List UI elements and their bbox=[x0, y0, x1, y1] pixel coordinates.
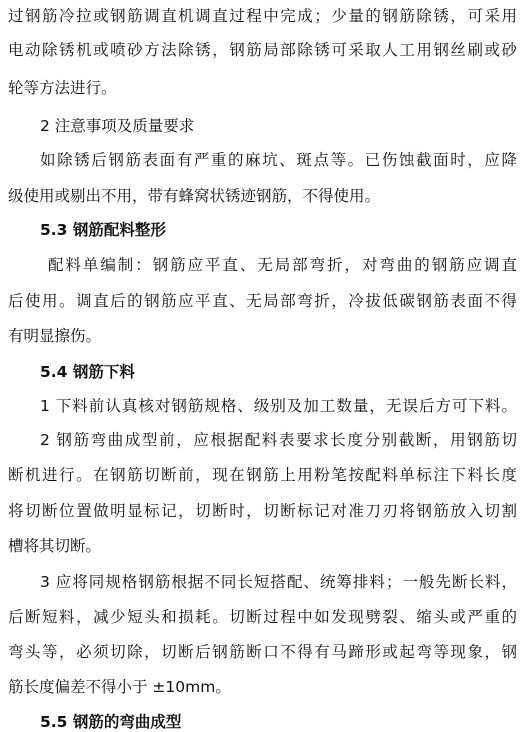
paragraph-line: 1 下料前认真核对钢筋规格、级别及加工数量，无误后方可下料。 bbox=[40, 397, 517, 415]
paragraph-line: 将切断位置做明显标记，切断时，切断标记对准刀刃将钢筋放入切割 bbox=[8, 502, 517, 520]
section-heading-5-5: 5.5 钢筋的弯曲成型 bbox=[40, 713, 182, 731]
paragraph-line: 配料单编制：钢筋应平直、无局部弯折，对弯曲的钢筋应调直 bbox=[48, 256, 517, 274]
paragraph-line: 槽将其切断。 bbox=[8, 537, 102, 555]
section-heading-5-4: 5.4 钢筋下料 bbox=[40, 363, 135, 381]
paragraph-line: 弯头等，必须切除，切断后钢筋断口不得有马蹄形或起弯等现象，钢 bbox=[8, 643, 517, 661]
paragraph-line: 筋长度偏差不得小于 ±10mm。 bbox=[8, 678, 231, 696]
paragraph-line: 断机进行。在钢筋切断前，现在钢筋上用粉笔按配料单标注下料长度 bbox=[8, 466, 517, 484]
section-subheading: 2 注意事项及质量要求 bbox=[40, 117, 195, 135]
paragraph-line: 2 钢筋弯曲成型前，应根据配料表要求长度分别截断，用钢筋切 bbox=[40, 431, 517, 449]
paragraph-line: 3 应将同规格钢筋根据不同长短搭配、统筹排料；一般先断长料， bbox=[40, 573, 517, 591]
section-heading-5-3: 5.3 钢筋配料整形 bbox=[40, 221, 166, 239]
paragraph-line: 如除锈后钢筋表面有严重的麻坑、斑点等。已伤蚀截面时，应降 bbox=[40, 151, 517, 169]
paragraph-line: 有明显擦伤。 bbox=[8, 327, 102, 345]
paragraph-line: 级使用或剔出不用，带有蜂窝状锈迹钢筋，不得使用。 bbox=[8, 187, 381, 205]
paragraph-line: 后断短料，减少短头和损耗。切断过程中如发现劈裂、缩头或严重的 bbox=[8, 608, 517, 626]
paragraph-line: 后使用。调直后的钢筋应平直、无局部弯折，冷拔低碳钢筋表面不得 bbox=[8, 292, 517, 310]
paragraph-line: 电动除锈机或喷砂方法除锈，钢筋局部除锈可采取人工用钢丝刷或砂 bbox=[8, 41, 517, 59]
paragraph-line: 轮等方法进行。 bbox=[8, 79, 117, 97]
paragraph-line: 过钢筋冷拉或钢筋调直机调直过程中完成；少量的钢筋除锈，可采用 bbox=[8, 7, 517, 25]
